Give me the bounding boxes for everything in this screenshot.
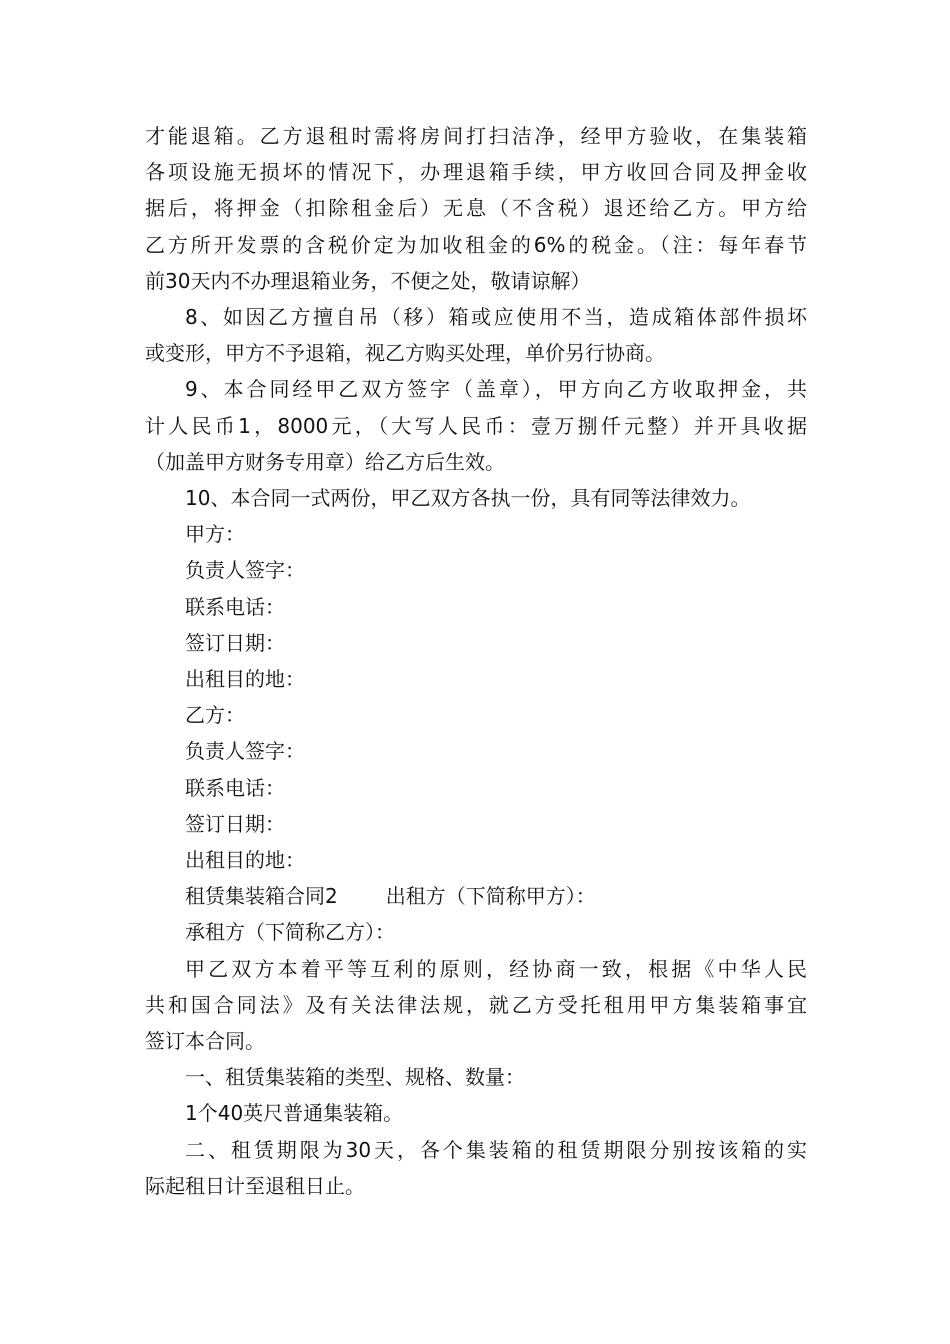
text-line: 或变形，甲方不予退箱，视乙方购买处理，单价另行协商。 [145,341,665,366]
clause-8 [145,299,807,371]
clause-10 [145,480,807,516]
contract-2-title-line [145,878,807,914]
contract-2-intro [145,951,807,1060]
section-1 [145,1059,807,1131]
document-body [145,118,807,1204]
text-line: 共和国合同法》及有关法律法规，就乙方受托租用甲方集装箱事宜 [145,992,807,1017]
party-b-date: 签订日期： [185,811,285,836]
party-a-signer: 负责人签字： [185,558,305,583]
party-b-destination: 出租目的地： [185,848,305,873]
clause-9 [145,371,807,480]
section-1-heading: 一、租赁集装箱的类型、规格、数量： [185,1065,525,1090]
text-line: 二、租赁期限为30天，各个集装箱的租赁期限分别按该箱的实 [185,1137,807,1162]
party-b-signer: 负责人签字： [185,739,305,764]
text-line: 乙方所开发票的含税价定为加收租金的6%的税金。（注：每年春节 [145,232,807,257]
lessor-label: 出租方（下简称甲方）： [385,884,596,909]
text-line: 10、本合同一式两份，甲乙双方各执一份，具有同等法律效力。 [185,486,751,511]
text-line: 计人民币1，8000元，（大写人民币：壹万捌仟元整）并开具收据 [145,413,807,438]
text-line: 际起租日计至退租日止。 [145,1173,365,1198]
text-line: 前30天内不办理退箱业务，不便之处，敬请谅解） [145,268,591,293]
contract-2-header [145,878,807,950]
party-b-phone: 联系电话： [185,775,285,800]
section-2 [145,1132,807,1204]
text-line: 甲乙双方本着平等互利的原则，经协商一致，根据《中华人民 [185,956,807,981]
text-line: （加盖甲方财务专用章）给乙方后生效。 [145,449,505,474]
text-line: 各项设施无损坏的情况下，办理退箱手续，甲方收回合同及押金收 [145,160,807,185]
text-line: 8、如因乙方擅自吊（移）箱或应使用不当，造成箱体部件损坏 [185,305,807,330]
party-b-label: 乙方： [185,703,245,728]
paragraph-return-terms [145,118,807,299]
party-a-phone: 联系电话： [185,594,285,619]
party-a-block [145,516,807,697]
party-b-block [145,697,807,878]
contract-2-title: 租赁集装箱合同2 [185,884,338,909]
text-line: 据后，将押金（扣除租金后）无息（不含税）退还给乙方。甲方给 [145,196,807,221]
party-a-destination: 出租目的地： [185,667,305,692]
party-a-label: 甲方： [185,522,245,547]
text-line: 签订本合同。 [145,1029,265,1054]
party-a-date: 签订日期： [185,630,285,655]
text-line: 9、本合同经甲乙双方签字（盖章），甲方向乙方收取押金，共 [185,377,807,402]
lessee-label: 承租方（下简称乙方）： [185,920,395,945]
section-1-item: 1个40英尺普通集装箱。 [185,1101,404,1126]
text-line: 才能退箱。乙方退租时需将房间打扫洁净，经甲方验收，在集装箱 [145,124,807,148]
